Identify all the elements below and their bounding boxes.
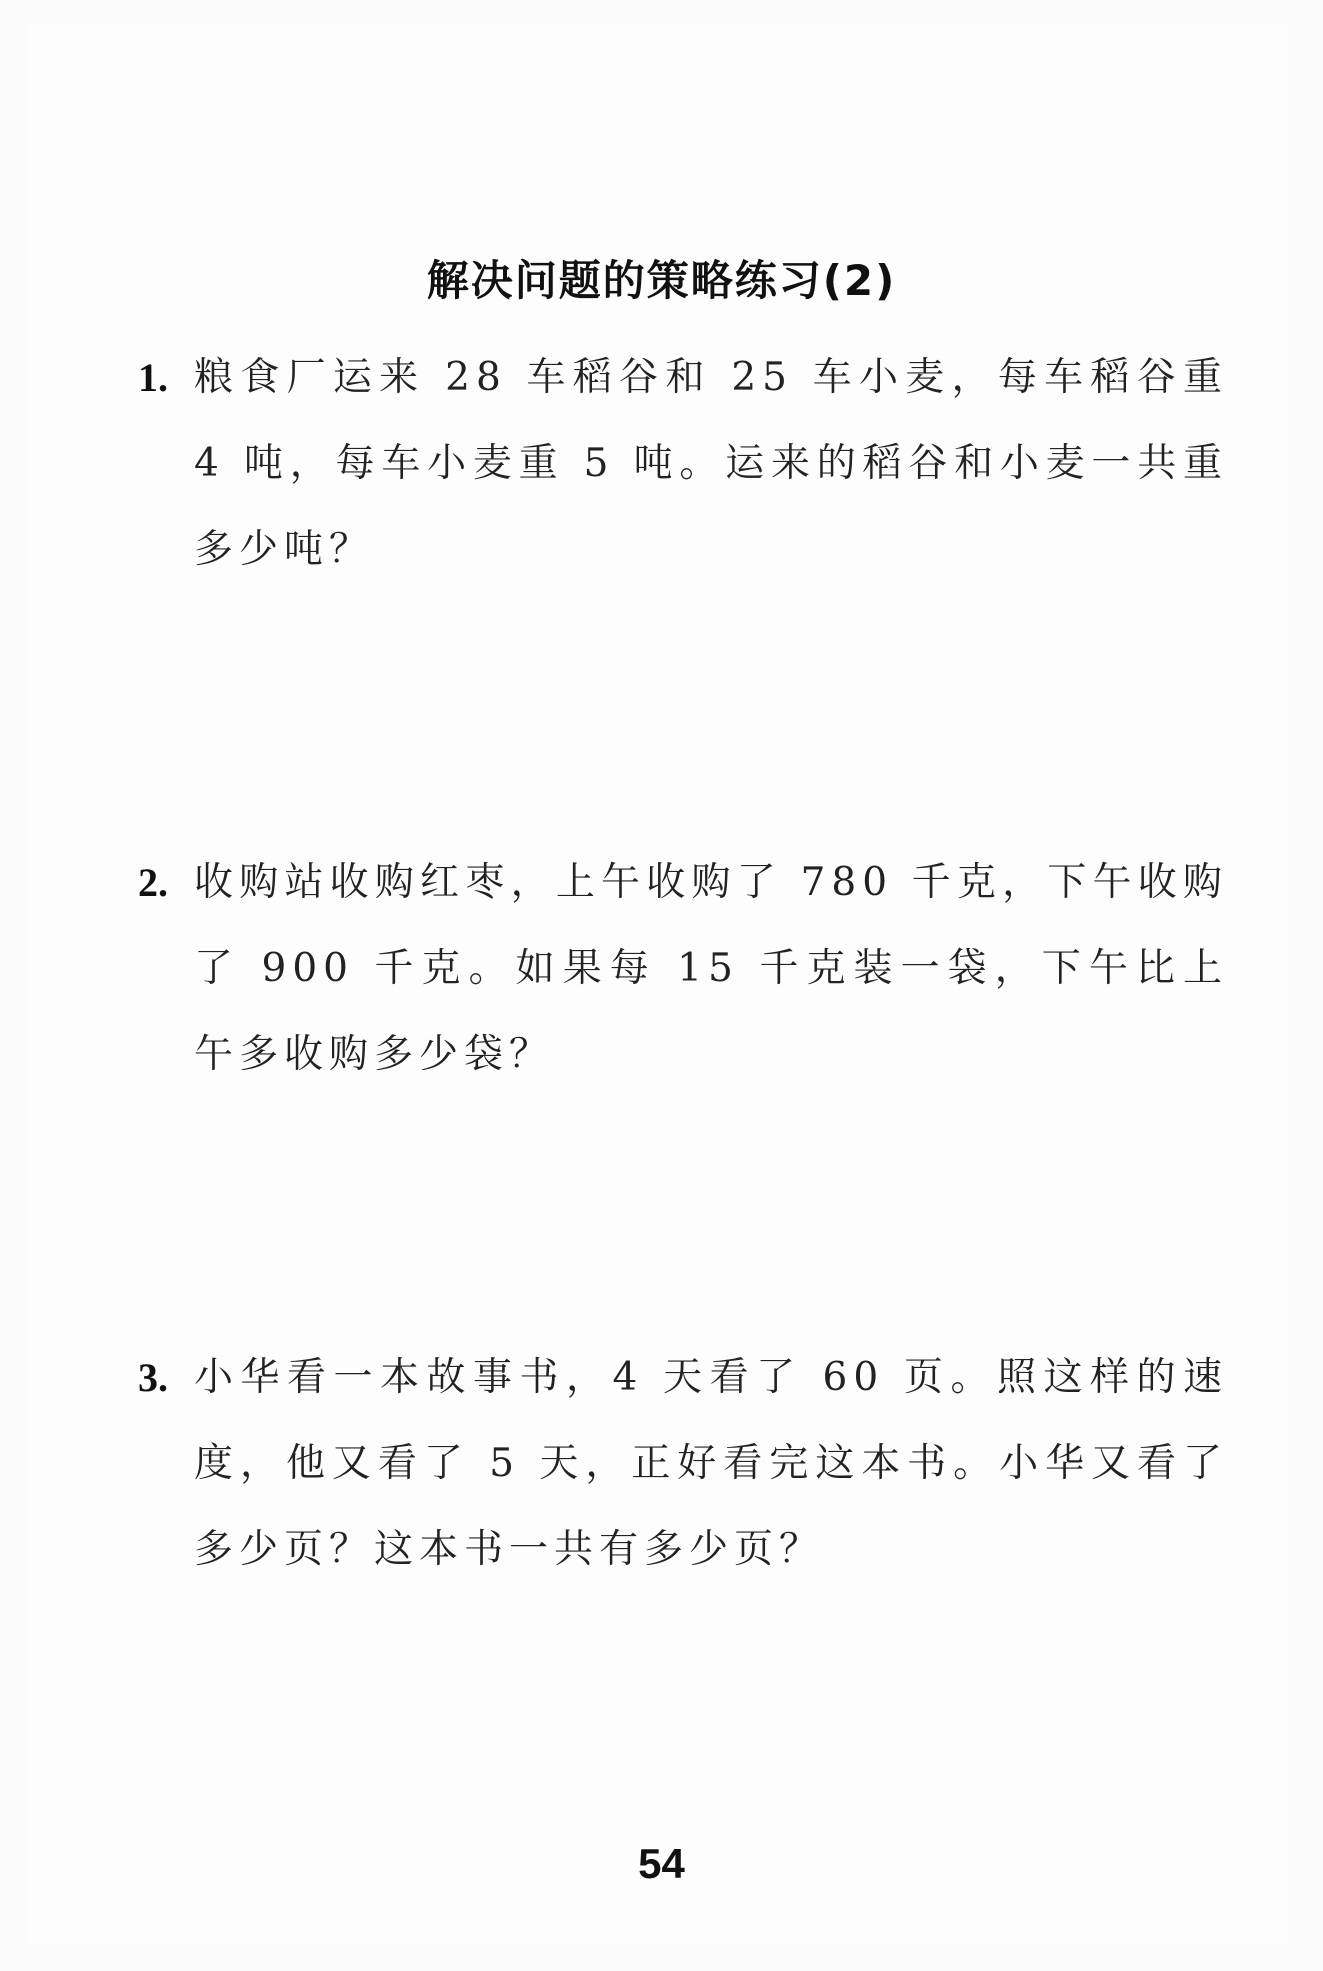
problem-text: 小华看一本故事书，4 天看了 60 页。照这样的速度，他又看了 5 天，正好看完这本书。小华又看了多少页？这本书一共有多少页？ (194, 1355, 1228, 1572)
page-number: 54 (638, 1840, 685, 1887)
problem-text: 收购站收购红枣，上午收购了 780 千克，下午收购了 900 千克。如果每 15 千克装一袋，下午比上午多收购多少袋？ (194, 860, 1228, 1077)
page-title: 解决问题的策略练习(2) (426, 256, 897, 305)
problem-2 (138, 840, 1228, 1098)
problem-text: 粮食厂运来 28 车稻谷和 25 车小麦，每车稻谷重 4 吨，每车小麦重 5 吨。运来的稻谷和小麦一共重多少吨？ (194, 355, 1228, 572)
problem-number: 3. (138, 1355, 168, 1400)
problem-1 (138, 335, 1228, 593)
problem-3 (138, 1335, 1228, 1593)
problem-number: 1. (138, 355, 168, 400)
problem-number: 2. (138, 860, 168, 905)
